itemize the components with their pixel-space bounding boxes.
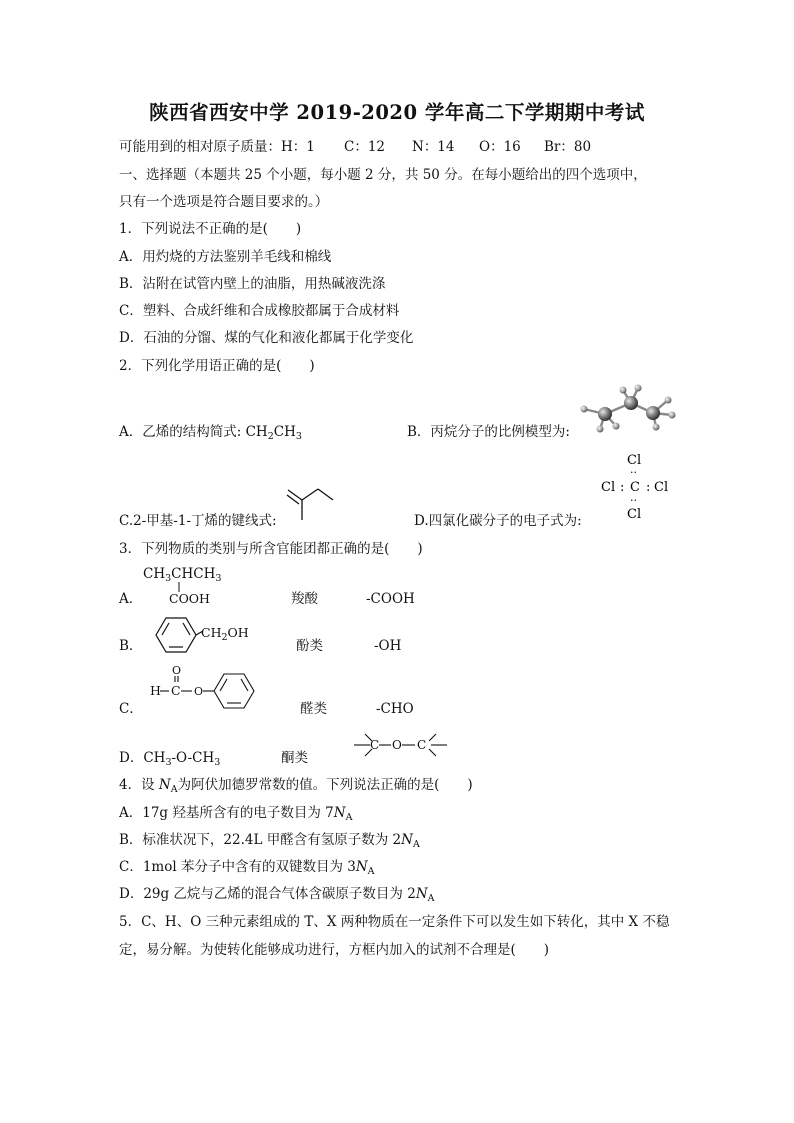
q3-c-group: -CHO xyxy=(376,701,414,717)
q3-a-class: 羧酸 xyxy=(291,591,318,607)
q3-d-sub1: 3 xyxy=(165,757,172,768)
q3-a-ch: CH xyxy=(143,566,166,582)
atomic-mass-label: 可能用到的相对原子质量： xyxy=(119,139,281,155)
q3-close-paren: ) xyxy=(417,541,423,557)
q3-d-sub2: 3 xyxy=(214,757,221,768)
q4-b-n: N xyxy=(401,832,413,848)
q3-d-text: D．CH xyxy=(119,750,166,766)
ccl4-colon-left: : xyxy=(620,480,625,495)
ccl4-dots-bottom: ·· xyxy=(630,494,637,507)
q3-a-label: A． xyxy=(119,591,143,607)
q3-c-label: C． xyxy=(119,701,143,717)
atomic-mass-line xyxy=(119,138,315,156)
q4-close-paren: ) xyxy=(467,777,473,793)
q3-a-sub: 3 xyxy=(165,573,172,584)
q3-a-formula-top xyxy=(143,565,221,588)
ketone-group-structure xyxy=(354,732,449,758)
q3-c-class: 醛类 xyxy=(300,701,327,717)
q4-a-sub: A xyxy=(170,784,178,795)
formate-o: O xyxy=(194,685,204,698)
q2-option-d: D.四氯化碳分子的电子式为: xyxy=(414,513,582,529)
section-heading-1: 一、选择题（本题共 25 个小题，每小题 2 分，共 50 分。在每小题给出的四个选项中， xyxy=(119,167,647,183)
formate-o-top: O xyxy=(172,664,182,677)
q2-a-text: A．乙烯的结构简式: CH xyxy=(119,424,268,440)
q3-b-label: B． xyxy=(119,638,143,654)
q4-d-n: N xyxy=(415,886,428,902)
q2-option-b: B．丙烷分子的比例模型为: xyxy=(407,424,570,440)
q3-a-sub2: 3 xyxy=(215,573,222,584)
q3-b-sub: 2 xyxy=(221,632,228,643)
q4-b-n-sub: A xyxy=(412,839,420,850)
q2-option-c: C.2-甲基-1-丁烯的键线式: xyxy=(119,513,277,529)
q4-c-text: C．1mol 苯分子中含有的双键数目为 3 xyxy=(119,859,356,875)
q3-d-mid: -O-CH xyxy=(171,750,215,766)
mass-C: C：12 xyxy=(344,139,386,155)
q3-a-group: -COOH xyxy=(366,591,415,607)
q4-a-text: A．17g 羟基所含有的电子数目为 7 xyxy=(119,805,334,821)
q4-c-n: N xyxy=(355,859,368,875)
q5-line-2-text: 定，易分解。为使转化能够成功进行，方框内加入的试剂不合理是( xyxy=(119,942,516,958)
q4-option-a xyxy=(119,804,352,827)
q1-stem xyxy=(119,220,301,238)
ccl4-electron-formula xyxy=(598,450,678,520)
ccl4-colon-right: : xyxy=(646,480,651,495)
q3-b-group: -OH xyxy=(374,638,402,654)
q1-close-paren: ) xyxy=(295,221,302,237)
q4-d-n-sub: A xyxy=(427,893,435,904)
mass-O: O：16 xyxy=(479,139,521,155)
q1-option-d: D．石油的分馏、煤的气化和液化都属于化学变化 xyxy=(119,330,414,346)
q1-stem-text: 1．下列说法不正确的是( xyxy=(119,221,268,237)
section-heading-2: 只有一个选项是符合题目要求的。） xyxy=(119,194,329,210)
q2-option-a xyxy=(119,423,302,446)
ketone-c-right: C xyxy=(417,738,427,752)
q4-a-n-sub: A xyxy=(345,812,353,823)
q2-stem xyxy=(119,357,315,375)
q4-option-d xyxy=(119,885,435,908)
q4-b-text: B．标准状况下，22.4L 甲醛含有氢原子数为 2 xyxy=(119,832,402,848)
q4-a-n: N xyxy=(333,805,346,821)
q3-a-chch: CHCH xyxy=(171,566,216,582)
q4-c-n-sub: A xyxy=(367,866,375,877)
mass-H: H：1 xyxy=(281,139,315,155)
q4-d-text: D．29g 乙烷与乙烯的混合气体含碳原子数目为 2 xyxy=(119,886,416,902)
q4-n: N xyxy=(158,777,171,793)
q4-stem xyxy=(119,776,473,799)
q4-stem-post: 为阿伏加德罗常数的值。下列说法正确的是( xyxy=(177,777,440,793)
q5-line-2 xyxy=(119,941,549,959)
q3-b-class: 酚类 xyxy=(296,638,323,654)
q3-a-cooh: COOH xyxy=(169,591,210,606)
page-title: 陕西省西安中学 2019-2020 学年高二下学期期中考试 xyxy=(149,101,645,124)
q2-a-mid: CH xyxy=(273,424,296,440)
ccl4-cl-bottom: Cl xyxy=(627,507,642,522)
q5-line-1: 5．C、H、O 三种元素组成的 T、X 两种物质在一定条件下可以发生如下转化，其中 X 不稳 xyxy=(119,914,670,930)
ccl4-c: C xyxy=(630,480,640,495)
q2-close-paren: ) xyxy=(309,358,315,374)
mass-N: N：14 xyxy=(412,139,455,155)
methylbutene-skeletal-formula xyxy=(284,483,334,523)
q4-stem-pre: 4．设 xyxy=(119,777,159,793)
q4-option-c xyxy=(119,858,375,881)
phenyl-formate-structure xyxy=(150,662,270,712)
propane-ball-model xyxy=(578,383,678,443)
ccl4-cl-top: Cl xyxy=(627,453,642,468)
q4-option-b xyxy=(119,831,420,854)
ketone-c-left: C xyxy=(370,738,380,752)
q1-option-a: A．用灼烧的方法鉴别羊毛线和棉线 xyxy=(119,249,332,265)
q3-b-ch: CH xyxy=(201,625,222,640)
formate-c: C xyxy=(171,683,181,698)
ketone-o: O xyxy=(392,738,402,752)
q5-close-paren: ) xyxy=(543,942,550,958)
formate-h: H xyxy=(150,683,161,698)
ccl4-cl-right: Cl xyxy=(654,480,669,495)
q1-option-c: C．塑料、合成纤维和合成橡胶都属于合成材料 xyxy=(119,303,400,319)
ccl4-dots-top: ·· xyxy=(630,466,637,479)
ccl4-cl-left: Cl xyxy=(601,480,616,495)
q2-stem-text: 2．下列化学用语正确的是( xyxy=(119,358,282,374)
q1-option-b: B．沾附在试管内壁上的油脂，用热碱液洗涤 xyxy=(119,276,386,292)
q3-option-d xyxy=(119,749,220,772)
q3-b-oh: OH xyxy=(227,625,249,640)
q2-a-sub2: 3 xyxy=(295,431,302,442)
q3-stem-text: 3．下列物质的类别与所含官能团都正确的是( xyxy=(119,541,390,557)
q3-b-substituent xyxy=(201,624,249,647)
q3-stem xyxy=(119,540,423,558)
q2-a-sub1: 2 xyxy=(267,431,274,442)
q3-d-class: 酮类 xyxy=(281,750,308,766)
mass-Br: Br：80 xyxy=(544,139,592,155)
